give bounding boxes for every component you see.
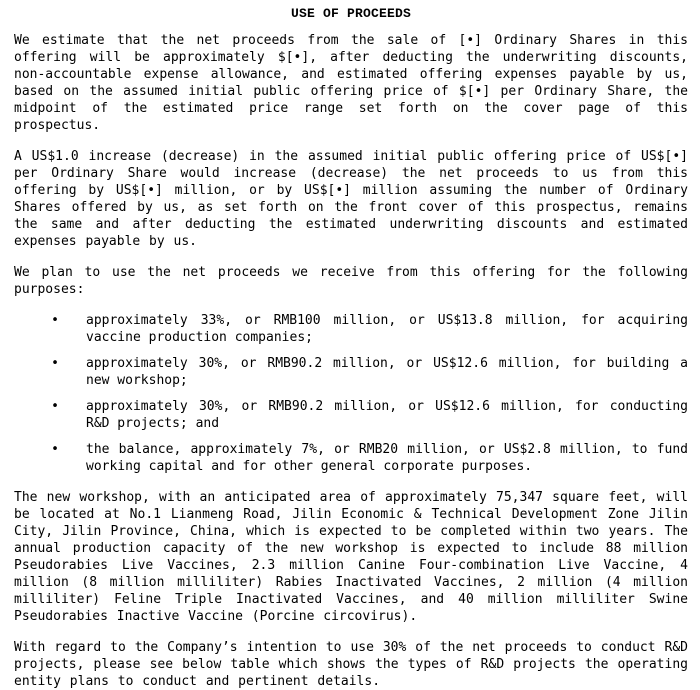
list-item-text: approximately 30%, or RMB90.2 million, or US$12.6 million, for building a new workshop; [86,356,688,388]
bullet-icon: • [51,356,59,371]
paragraph-new-workshop: The new workshop, with an anticipated area of approximately 75,347 square feet, will be located at No.1 Lianmeng Road, Jilin Economic & Technical Development Zone Jilin City, Jilin Province, China, which is expected to be completed within two years. The annual production capacity of the new workshop is expected to include 88 million Pseudorabies Live Vaccines, 2.3 million Canine Four-combination Live Vaccine, 4 million (8 million milliliter) Rabies Inactivated Vaccines, 2 million (4 million milliliter) Feline Triple Inactivated Vaccines, and 40 million milliliter Swine Pseudorabies Inactive Vaccine (Porcine circovirus). [14,490,688,624]
list-item [14,312,688,346]
list-item [14,355,688,389]
bullet-icon: • [51,399,59,414]
list-item [14,398,688,432]
bullet-icon: • [51,442,59,457]
paragraph-purposes-intro: We plan to use the net proceeds we receive from this offering for the following purposes: [14,265,688,297]
list-item-text: approximately 33%, or RMB100 million, or US$13.8 million, for acquiring vaccine production companies; [86,313,688,345]
bullet-icon: • [51,313,59,328]
list-item-text: the balance, approximately 7%, or RMB20 million, or US$2.8 million, to fund working capital and for other general corporate purposes. [86,442,688,474]
section-title: USE OF PROCEEDS [290,6,412,21]
list-item-text: approximately 30%, or RMB90.2 million, or US$12.6 million, for conducting R&D projects; and [86,399,688,431]
paragraph-price-sensitivity: A US$1.0 increase (decrease) in the assumed initial public offering price of US$[•] per Ordinary Share would increase (decrease) the net proceeds to us from this offering by US$[•] million, or by US$[•] million assuming the number of Ordinary Shares offered by us, as set forth on the front cover of this prospectus, remains the same and after deducting the estimated underwriting discounts and estimated expenses payable by us. [14,149,688,249]
list-item [14,441,688,475]
purposes-list [14,312,688,475]
paragraph-net-proceeds: We estimate that the net proceeds from the sale of [•] Ordinary Shares in this offering will be approximately $[•], after deducting the underwriting discounts, non-accountable expense allowance, and estimated offering expenses payable by us, based on the assumed initial public offering price of $[•] per Ordinary Share, the midpoint of the estimated price range set forth on the cover page of this prospectus. [14,33,688,133]
paragraph-rnd-projects: With regard to the Company’s intention to use 30% of the net proceeds to conduct R&D projects, please see below table which shows the types of R&D projects the operating entity plans to conduct and pertinent details. [14,640,688,689]
